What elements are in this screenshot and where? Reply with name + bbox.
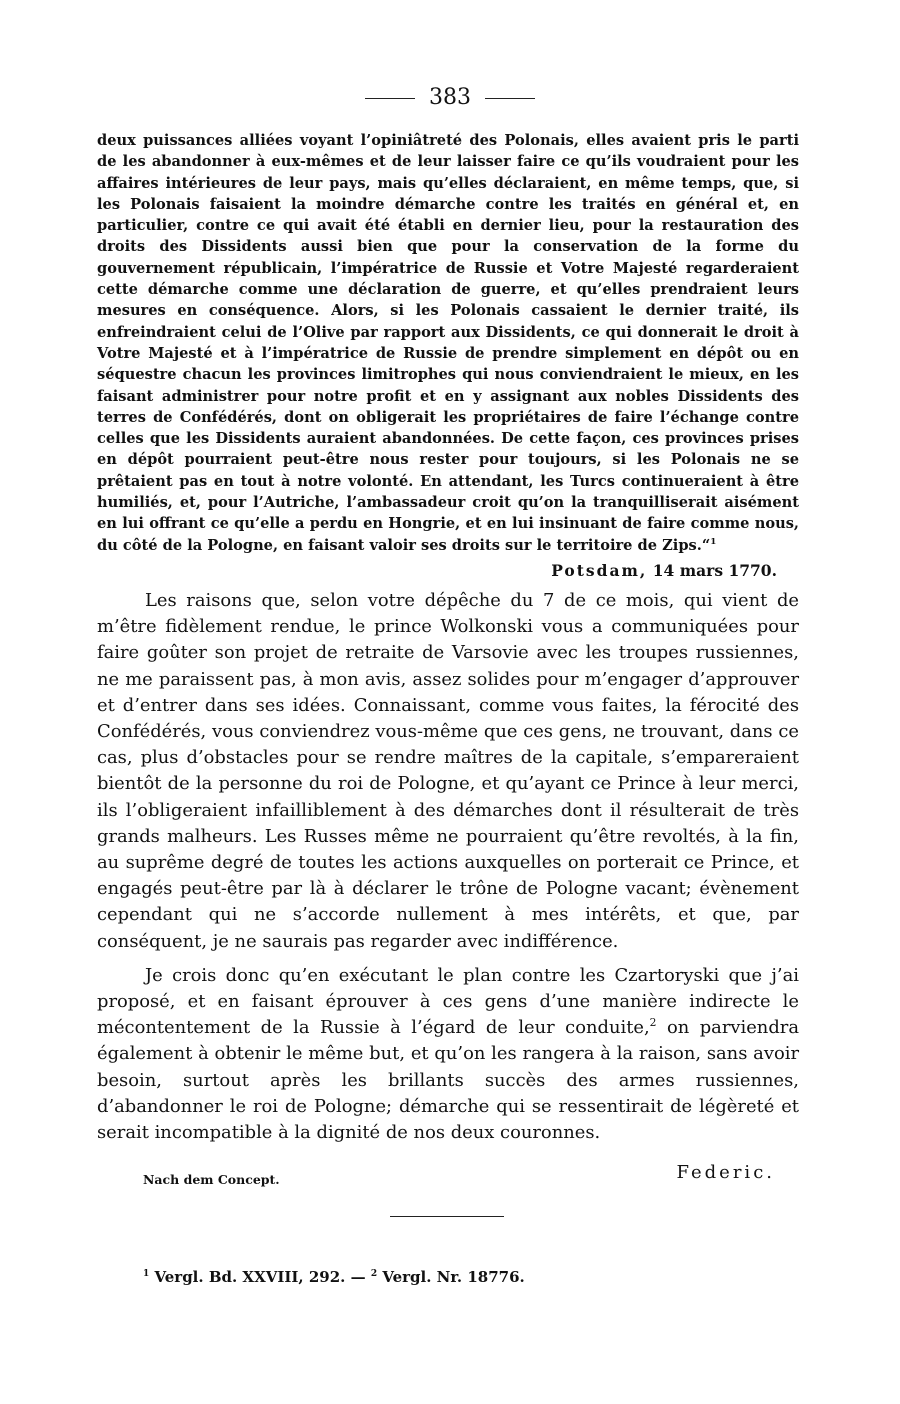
signature: Federic. [676, 1162, 775, 1183]
source-note: Nach dem Concept. [143, 1172, 280, 1187]
footnote-ref-1: 1 [710, 536, 717, 547]
paragraph-2-text-b: on parviendra également à obtenir le même but, et qu’on les rangera à la raison, sans avoir besoin, surtout après les brillants succès des armes russiennes, d’abandonner le roi de Pologne; démarche qui se ressentirait de légèreté et serait incompatible à la dignité de nos deux couronnes. [97, 1017, 799, 1144]
quoted-report [97, 130, 799, 556]
page-number: 383 [429, 85, 471, 110]
quoted-report-text: deux puissances alliées voyant l’opiniâtreté des Polonais, elles avaient pris le parti de les abandonner à eux-mêmes et de leur laisser faire ce qu’ils voudraient pour les affaires intérieures de leur pays, mais qu’elles déclaraient, en même temps, que, si les Polonais faisaient la moindre démarche contre les traités en général et, en particulier, contre ce qui avait été établi en dernier lieu, pour la restauration des droits des Dissidents aussi bien que pour la conservation de la forme du gouvernement républicain, l’impératrice de Russie et Votre Majesté regarderaient cette démarche comme une déclaration de guerre, et qu’elles prendraient leurs mesures en conséquence. Alors, si les Polonais cassaient le dernier traité, ils enfreindraient celui de l’Olive par rapport aux Dissidents, ce qui donnerait le droit à Votre Majesté et à l’impératrice de Russie de prendre simplement en dépôt ou en séquestre chacun les provinces limitrophes qui nous conviendraient le mieux, en les faisant administrer pour notre profit et en y assignant aux nobles Dissidents des terres de Confédérés, dont on obligerait les propriétaires de faire l’échange contre celles que les Dissidents auraient abandonnées. De cette façon, ces provinces prises en dépôt pourraient peut-être nous rester pour toujours, si les Polonais ne se prêtaient pas en tout à notre volonté. En attendant, les Turcs continueraient à être humiliés, et, pour l’Autriche, l’ambassadeur croit qu’on la tranquilliserait aisément en lui offrant ce qu’elle a perdu en Hongrie, et en lui insinuant de faire comme nous, du côté de la Pologne, en faisant valoir ses droits sur le territoire de Zips.“ [97, 132, 799, 554]
paragraph-1: Les raisons que, selon votre dépêche du 7 de ce mois, qui vient de m’être fidèlement rendue, le prince Wolkonski vous a communiquées pour faire goûter son projet de retraite de Varsovie avec les troupes russiennes, ne me paraissent pas, à mon avis, assez solides pour m’engager d’approuver et d’entrer dans ses idées. Connaissant, comme vous faites, la férocité des Confédérés, vous conviendrez vous-même que ces gens, ne trouvant, dans ce cas, plus d’obstacles pour se rendre maîtres de la capitale, s’empareraient bientôt de la personne du roi de Pologne, et qu’ayant ce Prince à leur merci, ils l’obligeraient infailliblement à des démarches dont il résulterait de très grands malheurs. Les Russes même ne pourraient qu’être revoltés, à la fin, au suprême degré de toutes les actions auxquelles on porterait ce Prince, et engagés peut-être par là à déclarer le trône de Pologne vacant; évènement cependant qui ne s’accorde nullement à mes intérêts, et que, par conséquent, je ne saurais pas regarder avec indifférence. [97, 590, 799, 952]
footnote-1-text: Vergl. Bd. XXVIII, 292. — [149, 1268, 371, 1286]
paragraph-2 [97, 963, 799, 1146]
footnote-2-text: Vergl. Nr. 18776. [377, 1268, 525, 1286]
header-dash-left [365, 98, 415, 99]
dateline-place: Potsdam, [551, 561, 648, 580]
footnotes [143, 1266, 525, 1288]
header-dash-right [485, 98, 535, 99]
paragraph-2-text-a: Je crois donc qu’en exécutant le plan contre les Czartoryski que j’ai proposé, et en faisant éprouver à ces gens d’une manière indirecte le mécontentement de la Russie à l’égard de leur conduite, [97, 964, 799, 1039]
page-header [0, 84, 900, 112]
footnote-mark-2: 2 [370, 1269, 378, 1279]
letter-body [97, 588, 799, 1146]
dateline [551, 560, 777, 582]
dateline-date: 14 mars 1770. [652, 561, 777, 580]
footnote-mark-1: 1 [143, 1269, 150, 1279]
footnote-ref-2: 2 [649, 1016, 657, 1030]
footnote-divider [390, 1216, 504, 1217]
